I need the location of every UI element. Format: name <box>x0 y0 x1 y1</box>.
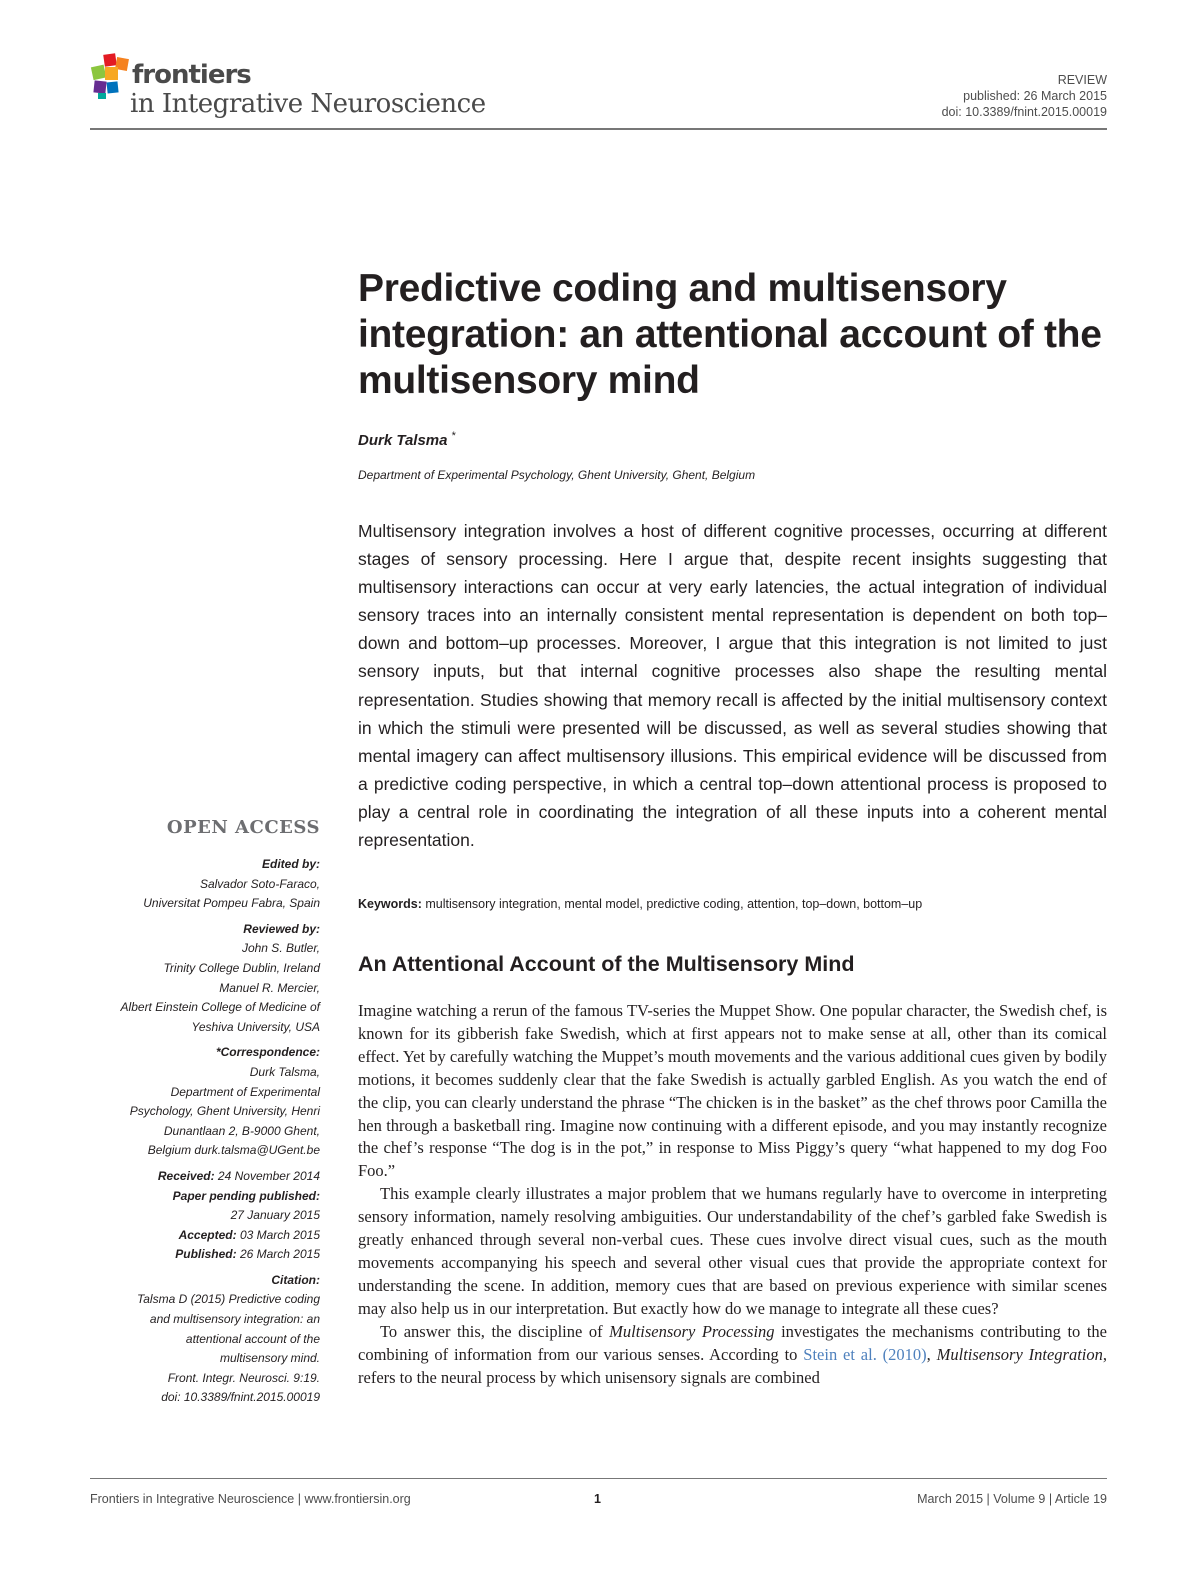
citation-line-1: Talsma D (2015) Predictive coding <box>137 1292 320 1307</box>
received-line <box>80 1167 320 1187</box>
body-text <box>358 1000 1107 1389</box>
editor-name: Salvador Soto-Faraco, <box>199 876 320 891</box>
pending-date: 27 January 2015 <box>230 1208 320 1223</box>
article-type: REVIEW <box>1057 73 1107 87</box>
affiliation: Department of Experimental Psychology, Ghent University, Ghent, Belgium <box>358 468 756 482</box>
correspondence-line-3: Psychology, Ghent University, Henri <box>129 1104 320 1119</box>
open-access-label: OPEN ACCESS <box>166 817 320 838</box>
sidebar <box>80 815 320 1408</box>
correspondence-label: *Correspondence: <box>215 1045 320 1060</box>
correspondence-line-2: Department of Experimental <box>170 1084 320 1099</box>
section-heading: An Attentional Account of the Multisensory Mind <box>358 952 855 976</box>
article-title: Predictive coding and multisensory integration: an attentional account of the multisensory mind <box>358 267 1102 402</box>
pending-label: Paper pending published: <box>172 1188 320 1203</box>
journal-logo <box>90 52 510 122</box>
reviewer-line-1: John S. Butler, <box>241 941 320 956</box>
journal-name: in Integrative Neuroscience <box>130 89 486 119</box>
correspondence-line-5[interactable]: Belgium durk.talsma@UGent.be <box>147 1143 320 1158</box>
logo-wordmark: frontiers <box>132 60 251 90</box>
author-name[interactable]: Durk Talsma <box>358 432 448 449</box>
reviewer-line-3: Manuel R. Mercier, <box>219 980 320 995</box>
page-number: 1 <box>594 1492 601 1506</box>
published-label: Published: <box>175 1247 237 1262</box>
reviewer-line-4: Albert Einstein College of Medicine of <box>120 1000 320 1015</box>
keywords-label: Keywords: <box>358 897 422 911</box>
published-date-sidebar: 26 March 2015 <box>239 1247 320 1262</box>
correspondence-line-1: Durk Talsma, <box>249 1064 320 1079</box>
author-line <box>358 430 456 449</box>
article-meta <box>942 72 1107 120</box>
p3-text-a: To answer this, the discipline of <box>380 1321 610 1341</box>
reviewer-line-5: Yeshiva University, USA <box>191 1019 320 1034</box>
correspondence-line-4: Dunantlaan 2, B-9000 Ghent, <box>163 1123 320 1138</box>
p3-text-c: investigates the mechanisms contributing to the combining of information from our various senses. According to <box>358 1321 1107 1364</box>
p3-text-d: , <box>926 1344 937 1364</box>
body-paragraph-1: Imagine watching a rerun of the famous TV-series the Muppet Show. One popular character, the Swedish chef, is known for its gibberish fake Swedish, which at first appears not to make sense at all, other than its comical effect. Yet by carefully watching the Muppet’s mouth movements and the various additional cues given by bodily motions, it becomes suddenly clear that the fake Swedish is actually garbled English. As you watch the end of the clip, you can clearly understand the phrase “The chicken is in the basket” as the chef throws poor Camilla the hen through a basketball ring. Imagine now continuing with a different episode, and you may instantly recognize the chef’s response “The dog is in the pot,” in response to Miss Piggy’s query “what happened to my dog Foo Foo.” <box>358 1001 1107 1181</box>
accepted-label: Accepted: <box>178 1227 237 1242</box>
citation-line-3: attentional account of the <box>185 1331 320 1346</box>
citation-line-4: multisensory mind. <box>219 1351 320 1366</box>
editor-affiliation: Universitat Pompeu Fabra, Spain <box>143 896 320 911</box>
p3-text-f: , refers to the neural process by which unisensory signals are combined <box>358 1344 1107 1387</box>
accepted-date: 03 March 2015 <box>239 1227 320 1242</box>
published-line <box>80 1245 320 1265</box>
received-date: 24 November 2014 <box>217 1168 320 1183</box>
citation-line-6[interactable]: doi: 10.3389/fnint.2015.00019 <box>161 1390 320 1405</box>
published-date: published: 26 March 2015 <box>963 89 1107 103</box>
frontiers-logo-mark-icon <box>90 52 134 100</box>
p3-term-integration: Multisensory Integration <box>936 1344 1103 1364</box>
article-doi[interactable]: doi: 10.3389/fnint.2015.00019 <box>941 105 1107 119</box>
body-paragraph-2: This example clearly illustrates a major problem that we humans regularly have to overcome in interpreting sensory information, namely resolving ambiguities. Our understandability of the chef’s garbled fake Swedish is greatly enhanced through several non-verbal cues. These cues involve direct visual cues, such as the mouth movements accompanying his speech and several other visual cues that provide the appropriate context for understanding the scene. In addition, memory cues that are based on previous experience with similar scenes may also help us in our interpretation. But exactly how do we manage to integrate all these cues? <box>358 1184 1107 1318</box>
keywords <box>358 897 1107 911</box>
reference-link[interactable]: Stein et al. (2010) <box>803 1344 927 1364</box>
abstract: Multisensory integration involves a host of different cognitive processes, occurring at different stages of sensory processing. Here I argue that, despite recent insights suggesting that multisensory interactions can occur at very early latencies, the actual integration of individual sensory traces into an internally consistent mental representation is dependent on both top–down and bottom–up processes. Moreover, I argue that this integration is not limited to just sensory inputs, but that internal cognitive processes also shape the resulting mental representation. Studies showing that memory recall is affected by the initial multisensory context in which the stimuli were presented will be discussed, as well as several studies showing that mental imagery can affect multisensory illusions. This empirical evidence will be discussed from a predictive coding perspective, in which a central top–down attentional process is proposed to play a central role in coordinating the integration of all these inputs into a coherent mental representation. <box>358 521 1107 851</box>
citation-line-5: Front. Integr. Neurosci. 9:19. <box>167 1370 320 1385</box>
reviewer-line-2: Trinity College Dublin, Ireland <box>163 960 320 975</box>
body-paragraph-3 <box>358 1321 1107 1390</box>
reviewed-label: Reviewed by: <box>243 921 320 936</box>
footer-divider <box>90 1478 1107 1479</box>
accepted-line <box>80 1226 320 1246</box>
keywords-list: multisensory integration, mental model, predictive coding, attention, top–down, bottom–up <box>425 897 923 911</box>
edited-label: Edited by: <box>261 857 320 871</box>
citation-line-2: and multisensory integration: an <box>149 1312 320 1327</box>
footer-issue: March 2015 | Volume 9 | Article 19 <box>917 1492 1107 1506</box>
p3-term-processing: Multisensory Processing <box>609 1321 775 1341</box>
author-mark: * <box>451 430 456 442</box>
footer-journal[interactable]: Frontiers in Integrative Neuroscience | www.frontiersin.org <box>90 1492 411 1506</box>
received-label: Received: <box>157 1168 215 1183</box>
citation-label: Citation: <box>271 1272 320 1287</box>
header-divider <box>90 128 1107 130</box>
